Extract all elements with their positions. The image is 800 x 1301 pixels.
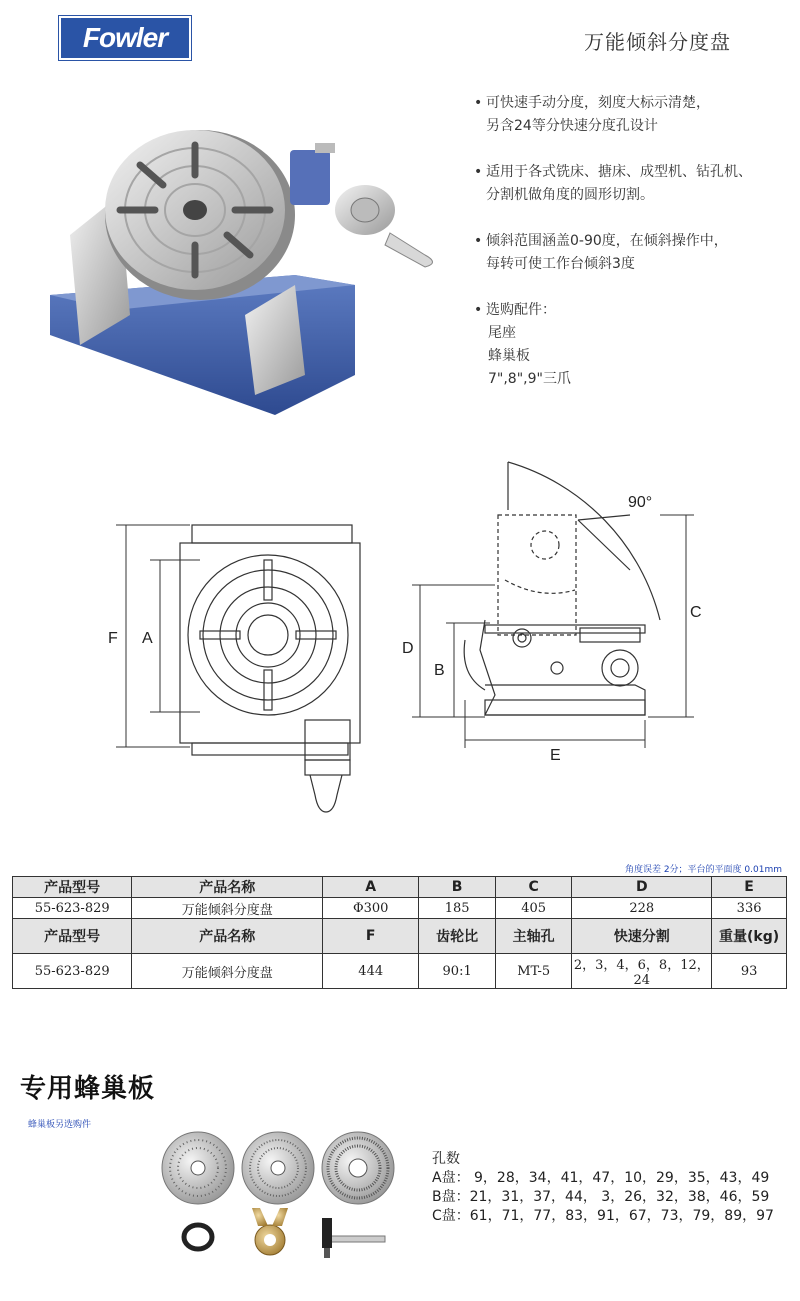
spec-note: 角度误差 2分；平台的平面度 0.01mm [624, 865, 782, 875]
accessories-title: 选购配件： [486, 302, 556, 318]
table-cell: 444 [323, 954, 419, 989]
section-title: 专用蜂巢板 [20, 1074, 156, 1104]
table-header-row [13, 877, 787, 898]
bullet-icon: • [474, 233, 483, 249]
bullet-icon: • [474, 95, 483, 111]
table-cell: 185 [419, 898, 496, 919]
table-cell: 93 [712, 954, 787, 989]
spec-table [12, 876, 787, 989]
bullet-icon: • [474, 164, 483, 180]
logo-text: Fowler [82, 22, 168, 53]
table-header-cell: 产品名称 [132, 877, 323, 898]
table-row [13, 898, 787, 919]
dim-label-b: B [434, 662, 445, 679]
table-cell: Φ300 [323, 898, 419, 919]
hole-row-c: C盘：61，71，77，83，91，67，73，79，89，97 [432, 1208, 774, 1224]
accessory-item: 尾座 [488, 325, 516, 341]
index-plates-photo [160, 1130, 400, 1280]
table-header-cell: 产品名称 [132, 919, 323, 954]
hole-row-b: B盘：21，31，37，44， 3，26，32，38，46，59 [432, 1189, 770, 1205]
table-cell: 90:1 [419, 954, 496, 989]
technical-drawing [100, 450, 800, 830]
feature-item: • 倾斜范围涵盖0-90度，在倾斜操作中， 每转可使工作台倾斜3度 [474, 230, 794, 276]
plate-a-icon [162, 1132, 234, 1204]
table-header-cell: 产品型号 [13, 919, 132, 954]
table-cell: 55-623-829 [13, 954, 132, 989]
table-cell: 2，3，4，6，8，12，24 [572, 954, 712, 989]
table-header-cell: 产品型号 [13, 877, 132, 898]
table-header-cell: 重量(kg) [712, 919, 787, 954]
table-header-cell: 齿轮比 [419, 919, 496, 954]
plate-b-icon [242, 1132, 314, 1204]
table-cell: 228 [572, 898, 712, 919]
table-header-cell: 快速分割 [572, 919, 712, 954]
table-cell: 55-623-829 [13, 898, 132, 919]
table-header-cell: A [323, 877, 419, 898]
fowler-logo [59, 16, 191, 60]
section-note: 蜂巢板另选购件 [28, 1120, 92, 1130]
product-photo [45, 115, 445, 415]
table-header-cell: B [419, 877, 496, 898]
table-header-cell: C [495, 877, 571, 898]
page-title: 万能倾斜分度盘 [584, 30, 731, 54]
bullet-icon: • [474, 302, 483, 318]
feature-list [474, 92, 794, 414]
table-cell: 万能倾斜分度盘 [132, 898, 323, 919]
crank-pin-icon [322, 1218, 385, 1258]
hole-row-a: A盘： 9，28，34，41，47，10，29，35，43，49 [432, 1170, 770, 1186]
table-cell: 336 [712, 898, 787, 919]
table-header-cell: D [572, 877, 712, 898]
dim-label-d: D [402, 640, 414, 657]
dim-label-c: C [690, 604, 702, 621]
feature-item: • 适用于各式铣床、搪床、成型机、钻孔机、 分割机做角度的圆形切割。 [474, 161, 794, 207]
accessories [474, 299, 794, 391]
table-cell: MT-5 [495, 954, 571, 989]
angle-label: 90° [628, 494, 653, 511]
table-cell: 万能倾斜分度盘 [132, 954, 323, 989]
dim-label-a: A [142, 630, 153, 647]
dim-label-e: E [550, 747, 561, 764]
hole-count-title: 孔数 [432, 1151, 460, 1167]
feature-item: • 可快速手动分度，刻度大标示清楚， 另含24等分快速分度孔设计 [474, 92, 794, 138]
dim-label-f: F [108, 630, 118, 647]
table-header-row [13, 919, 787, 954]
table-row [13, 954, 787, 989]
table-header-cell: F [323, 919, 419, 954]
ring-icon [184, 1225, 212, 1249]
accessory-item: 7",8",9"三爪 [488, 371, 571, 387]
table-header-cell: E [712, 877, 787, 898]
sector-arm-icon [252, 1208, 288, 1255]
table-header-cell: 主轴孔 [495, 919, 571, 954]
table-cell: 405 [495, 898, 571, 919]
accessory-item: 蜂巢板 [488, 348, 530, 364]
plate-c-icon [322, 1132, 394, 1204]
